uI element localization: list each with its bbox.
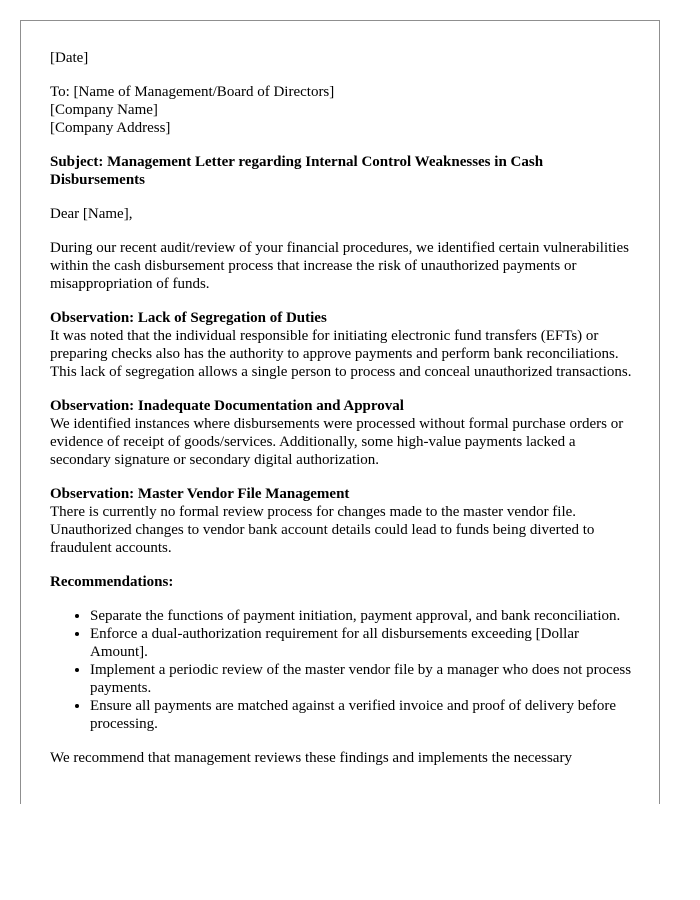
observation-text: There is currently no formal review process for changes made to the master vendor file. Unauthorized changes to vendor bank account details could lead to funds being diverted to fraudulent accounts.: [50, 504, 595, 556]
observation-documentation-approval: [50, 397, 635, 469]
observation-title: Observation: Master Vendor File Management: [50, 486, 350, 502]
letter-date: [Date]: [50, 50, 89, 66]
observation-segregation-duties: [50, 309, 635, 381]
salutation: Dear [Name],: [50, 206, 133, 222]
observation-vendor-file: [50, 485, 635, 557]
observation-title: Observation: Inadequate Documentation and Approval: [50, 398, 404, 414]
recipient-company-address: [Company Address]: [50, 120, 171, 136]
recommendation-item: • Enforce a dual-authorization requirement for all disbursements exceeding [Dollar Amount].: [90, 625, 635, 661]
recipient-to-line: To: [Name of Management/Board of Directors]: [50, 84, 335, 100]
recommendation-item: • Ensure all payments are matched against a verified invoice and proof of delivery before processing.: [90, 697, 635, 733]
intro-paragraph: During our recent audit/review of your financial procedures, we identified certain vulnerabilities within the cash disbursement process that increase the risk of unauthorized payments or misappropriation of funds.: [50, 240, 629, 292]
recommendations-heading: Recommendations:: [50, 574, 174, 590]
subject-line: Subject: Management Letter regarding Internal Control Weaknesses in Cash Disbursements: [50, 154, 544, 188]
closing-paragraph: We recommend that management reviews these findings and implements the necessary: [50, 750, 572, 766]
recipient-address-block: [50, 83, 635, 137]
letter-body: [50, 49, 635, 767]
observation-title: Observation: Lack of Segregation of Duties: [50, 310, 327, 326]
observation-text: It was noted that the individual responsible for initiating electronic fund transfers (EFTs) or preparing checks also has the authority to approve payments and perform bank reconciliations. This lack of segregation allows a single person to process and conceal unauthorized transactions.: [50, 328, 632, 380]
letter-frame: [20, 20, 660, 804]
recommendation-item: • Separate the functions of payment initiation, payment approval, and bank reconciliation.: [90, 607, 635, 625]
observation-text: We identified instances where disbursements were processed without formal purchase orders or evidence of receipt of goods/services. Additionally, some high-value payments lacked a secondary signature or secondary digital authorization.: [50, 416, 624, 468]
recommendation-item: • Implement a periodic review of the master vendor file by a manager who does not process payments.: [90, 661, 635, 697]
recommendations-list: [50, 607, 635, 733]
recipient-company-name: [Company Name]: [50, 102, 158, 118]
